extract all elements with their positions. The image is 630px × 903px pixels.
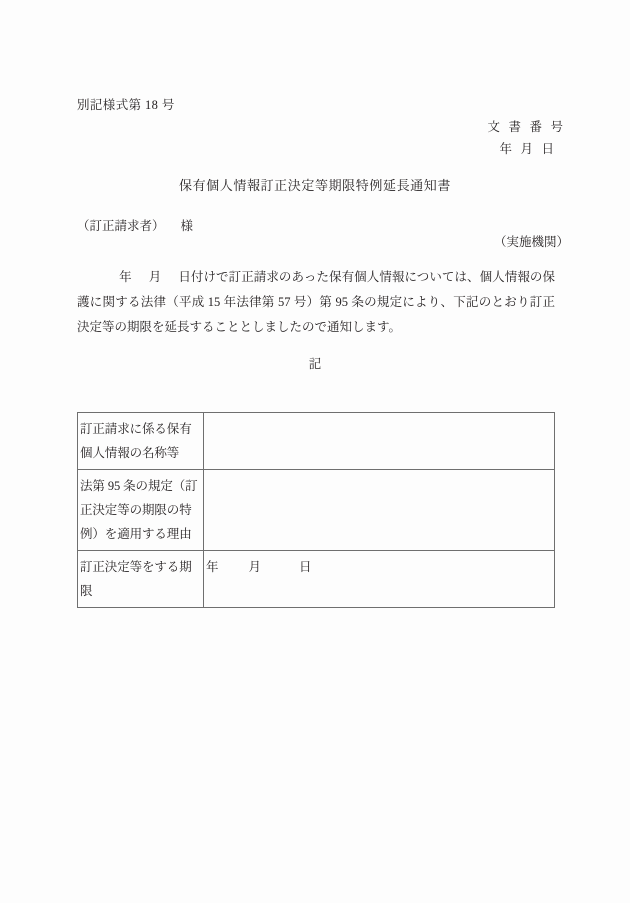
addressee-honorific: 様	[180, 219, 194, 233]
ki-marker: 記	[308, 357, 322, 371]
document-date-label: 年月日	[499, 142, 563, 156]
deadline-day: 日	[299, 560, 312, 574]
request-date-year: 年	[119, 270, 132, 284]
document-number-label: 文書番号	[487, 120, 572, 134]
detail-table	[77, 412, 555, 608]
page-title: 保有個人情報訂正決定等期限特例延長通知書	[178, 178, 451, 193]
body-line-1-rest: 付けで訂正請求のあった保有個人情報については、個人情報の保護に	[77, 270, 555, 309]
table-row	[78, 551, 555, 608]
deadline-year: 年	[206, 560, 219, 574]
request-date-day: 日	[178, 270, 191, 284]
addressee-name: （訂正請求者）	[77, 219, 165, 233]
row-label-deadline: 訂正決定等をする期限	[78, 551, 204, 608]
row-value-reason[interactable]	[204, 470, 555, 551]
body-paragraph	[77, 265, 555, 340]
row-label-information-name: 訂正請求に係る保有個人情報の名称等	[78, 413, 204, 470]
issuing-agency: （実施機関）	[493, 235, 569, 249]
row-value-information-name[interactable]	[204, 413, 555, 470]
addressee-line	[77, 216, 193, 234]
deadline-month: 月	[248, 560, 262, 574]
document-meta-block	[487, 116, 572, 160]
request-date-month: 月	[148, 270, 162, 284]
body-line-2: 関する法律（平成 15 年法律第 57 号）第 95 条の規定により、下記のとおり訂正決定等の期限	[77, 295, 555, 334]
form-number: 別記様式第 18 号	[77, 98, 175, 112]
table-row	[78, 413, 555, 470]
body-line-3: を延長することとしましたので通知します。	[152, 320, 402, 334]
table-row	[78, 470, 555, 551]
row-label-reason: 法第 95 条の規定（訂正決定等の期限の特例）を適用する理由	[78, 470, 204, 551]
row-value-deadline[interactable]	[204, 551, 555, 608]
